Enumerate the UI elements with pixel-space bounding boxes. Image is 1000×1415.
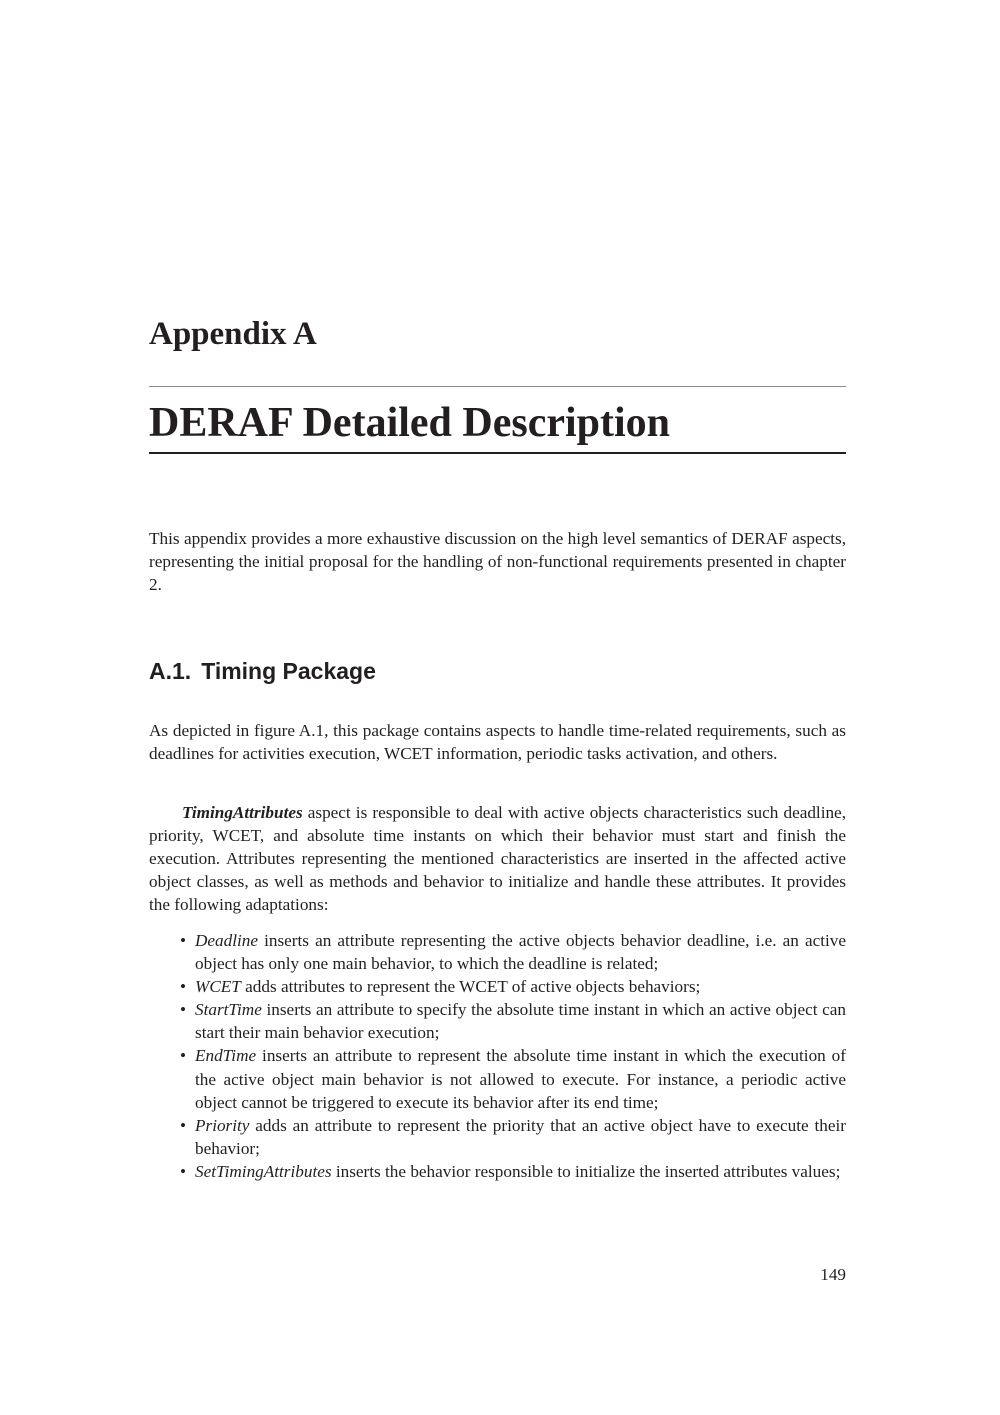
list-item xyxy=(149,998,846,1044)
bullet-icon: • xyxy=(179,1046,187,1066)
adaptation-term: EndTime xyxy=(195,1046,257,1066)
bullet-icon: • xyxy=(179,977,187,997)
section-number: A.1. xyxy=(149,658,192,684)
adaptation-text: inserts an attribute to represent the absolute time instant in which the execution of the active object main behavior is not allowed to execute. For instance, a periodic active object cannot be triggered to execute its behavior after its end time; xyxy=(195,1046,846,1112)
list-item xyxy=(149,975,846,998)
adaptation-text: inserts an attribute to specify the absolute time instant in which an active object can start their main behavior execution; xyxy=(195,1000,846,1043)
list-item xyxy=(149,1160,846,1183)
chapter-title: DERAF Detailed Description xyxy=(149,400,671,446)
adaptations-list xyxy=(149,929,846,1183)
bullet-icon: • xyxy=(179,1161,187,1181)
bullet-icon: • xyxy=(179,931,187,950)
timing-attributes-text: aspect is responsible to deal with active objects characteristics such deadline, priority, WCET, and absolute time instants on which their behavior must start and finish the execution. Attributes representing the mentioned characteristics are inserted in the affected active object classes, as well as methods and behavior to initialize and handle these attributes. It provides the following adaptations: xyxy=(149,803,846,915)
title-top-rule xyxy=(149,386,846,387)
timing-attributes-term: TimingAttributes xyxy=(182,803,303,822)
adaptation-text: inserts an attribute representing the active objects behavior deadline, i.e. an active object has only one main behavior, to which the deadline is related; xyxy=(195,931,846,974)
bullet-icon: • xyxy=(179,1000,187,1020)
list-item xyxy=(149,1114,846,1160)
adaptation-text: adds attributes to represent the WCET of active objects behaviors; xyxy=(240,977,701,997)
adaptation-term: WCET xyxy=(195,977,241,997)
bullet-icon: • xyxy=(179,1115,187,1135)
list-item xyxy=(149,929,846,975)
adaptation-term: Deadline xyxy=(195,931,259,950)
section-title: Timing Package xyxy=(201,658,376,684)
adaptation-text: inserts the behavior responsible to initialize the inserted attributes values; xyxy=(331,1161,841,1181)
adaptation-term: Priority xyxy=(195,1115,250,1135)
appendix-label: Appendix A xyxy=(149,316,317,352)
page-number: 149 xyxy=(820,1265,846,1284)
timing-intro-paragraph: As depicted in figure A.1, this package contains aspects to handle time-related requirements, such as deadlines for activities execution, WCET information, periodic tasks activation, and others. xyxy=(149,721,846,764)
adaptation-term: StartTime xyxy=(195,1000,262,1020)
list-item xyxy=(149,1044,846,1113)
intro-paragraph: This appendix provides a more exhaustive discussion on the high level semantics of DERAF aspects, representing the initial proposal for the handling of non-functional requirements presented in chapter 2. xyxy=(149,529,846,595)
timing-attributes-paragraph xyxy=(149,801,846,916)
title-bottom-rule xyxy=(149,452,846,454)
section-heading xyxy=(149,656,846,686)
adaptation-text: adds an attribute to represent the priority that an active object have to execute their behavior; xyxy=(195,1115,846,1158)
adaptation-term: SetTimingAttributes xyxy=(195,1161,332,1181)
